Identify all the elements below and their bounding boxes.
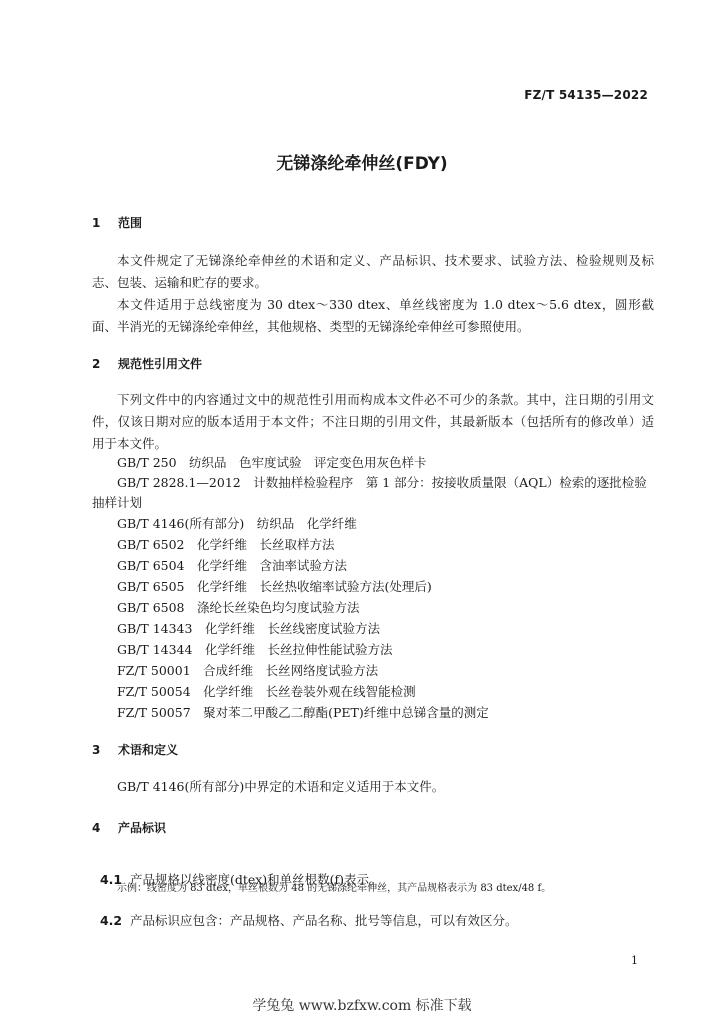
page-number: 1	[631, 954, 638, 967]
section-3-paragraph: GB/T 4146(所有部分)中界定的术语和定义适用于本文件。	[117, 779, 445, 794]
reference-item: GB/T 6504 化学纤维 含油率试验方法	[117, 558, 348, 573]
clause-text: 产品标识应包含：产品规格、产品名称、批号等信息，可以有效区分。	[129, 913, 518, 928]
reference-item: FZ/T 50057 聚对苯二甲酸乙二醇酯(PET)纤维中总锑含量的测定	[117, 705, 489, 720]
section-number: 2	[92, 357, 101, 371]
clause-text: 产品规格以线密度(dtex)和单丝根数(f)表示。	[129, 872, 382, 887]
section-number: 1	[92, 216, 101, 230]
reference-item: GB/T 2828.1—2012 计数抽样检验程序 第 1 部分：按接收质量限（AQL）检索的逐批检验抽样计划	[92, 475, 647, 510]
reference-item: GB/T 6505 化学纤维 长丝热收缩率试验方法(处理后)	[117, 579, 432, 594]
reference-item: GB/T 6502 化学纤维 长丝取样方法	[117, 537, 335, 552]
section-title: 产品标识	[118, 821, 167, 835]
section-2-intro: 下列文件中的内容通过文中的规范性引用而构成本文件必不可少的条款。其中，注日期的引用文件，仅该日期对应的版本适用于本文件；不注日期的引用文件，其最新版本（包括所有的修改单）适用于本文件。	[92, 392, 654, 451]
example-note: 示例：线密度为 83 dtex，单丝根数为 48 的无锑涤纶牵伸丝，其产品规格表示为 83 dtex/48 f。	[117, 883, 552, 894]
reference-item: FZ/T 50054 化学纤维 长丝卷装外观在线智能检测	[117, 684, 416, 699]
reference-item: GB/T 4146(所有部分) 纺织品 化学纤维	[117, 516, 357, 531]
section-title: 范围	[118, 216, 143, 230]
watermark-footer: 学兔兔 www.bzfxw.com 标准下载	[252, 998, 472, 1014]
section-4-heading	[92, 819, 166, 836]
clause-number: 4.2	[99, 913, 123, 928]
section-1-paragraph-1: 本文件规定了无锑涤纶牵伸丝的术语和定义、产品标识、技术要求、试验方法、检验规则及标志、包装、运输和贮存的要求。	[92, 253, 654, 290]
section-1-paragraph-2: 本文件适用于总线密度为 30 dtex～330 dtex、单丝线密度为 1.0 dtex～5.6 dtex，圆形截面、半消光的无锑涤纶牵伸丝，其他规格、类型的无锑涤纶牵伸丝可参照使用。	[92, 297, 654, 334]
section-1-heading	[92, 214, 142, 231]
reference-item: FZ/T 50001 合成纤维 长丝网络度试验方法	[117, 663, 379, 678]
reference-item: GB/T 6508 涤纶长丝染色均匀度试验方法	[117, 600, 360, 615]
document-title: 无锑涤纶牵伸丝(FDY)	[276, 154, 448, 174]
section-2-heading	[92, 355, 202, 372]
clause-number: 4.1	[99, 872, 123, 887]
reference-item: GB/T 250 纺织品 色牢度试验 评定变色用灰色样卡	[117, 455, 427, 470]
section-number: 3	[92, 743, 101, 757]
section-3-heading	[92, 741, 178, 758]
section-title: 规范性引用文件	[118, 357, 203, 371]
clause-4-2	[92, 896, 517, 929]
section-number: 4	[92, 821, 101, 835]
reference-item: GB/T 14344 化学纤维 长丝拉伸性能试验方法	[117, 642, 393, 657]
reference-item: GB/T 14343 化学纤维 长丝线密度试验方法	[117, 621, 380, 636]
document-code: FZ/T 54135—2022	[524, 88, 648, 102]
section-title: 术语和定义	[118, 743, 179, 757]
